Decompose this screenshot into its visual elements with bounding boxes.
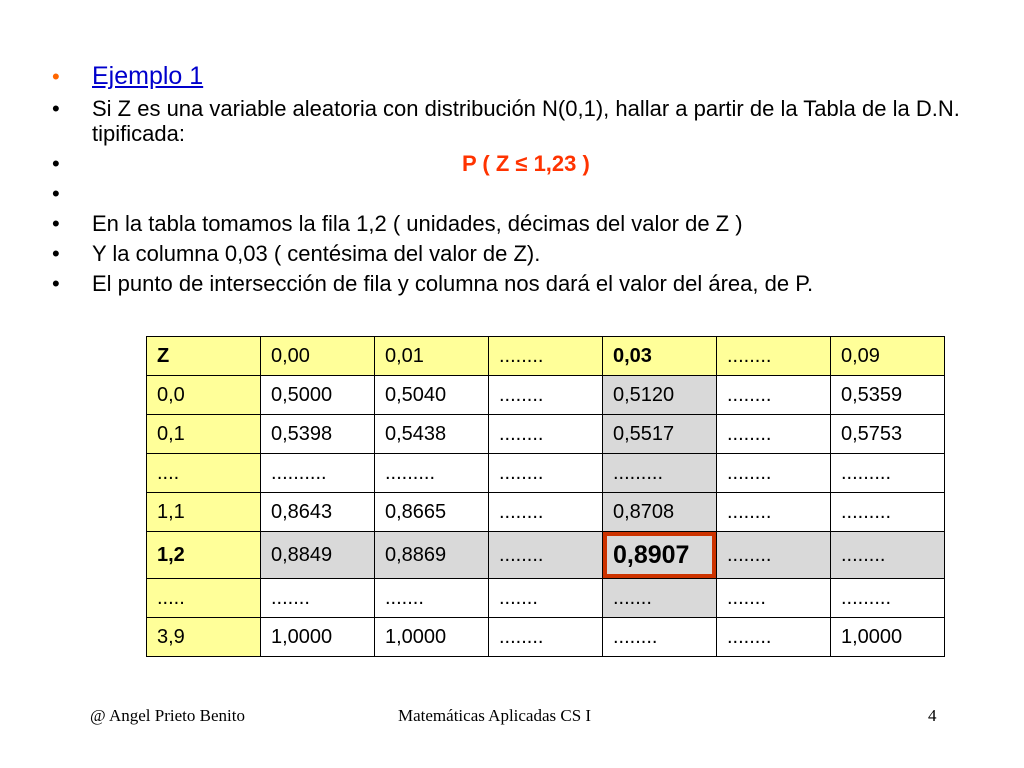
table-cell: ........ xyxy=(603,618,717,657)
header-cell: 0,01 xyxy=(375,337,489,376)
footer-page-number: 4 xyxy=(928,706,937,725)
header-cell-z: Z xyxy=(147,337,261,376)
table-cell: 0,5753 xyxy=(831,415,945,454)
bullet-dot: • xyxy=(52,181,60,206)
table-cell: ........ xyxy=(489,415,603,454)
table-cell: ........ xyxy=(717,532,831,579)
z-cell-highlight: 1,2 xyxy=(147,532,261,579)
header-cell: 0,00 xyxy=(261,337,375,376)
bullet-title xyxy=(52,62,982,91)
table-cell: ....... xyxy=(717,579,831,618)
slide-title: Ejemplo 1 xyxy=(92,62,204,90)
table-cell-highlight: 0,5517 xyxy=(603,415,717,454)
bullet-dot: • xyxy=(52,96,60,121)
table-cell: 0,8869 xyxy=(375,532,489,579)
z-cell: ..... xyxy=(147,579,261,618)
bullet-dot: • xyxy=(52,241,60,266)
table-cell: ......... xyxy=(831,454,945,493)
table-row-highlight xyxy=(147,532,945,579)
table-cell: 0,5359 xyxy=(831,376,945,415)
table-cell: ........ xyxy=(489,618,603,657)
z-cell: .... xyxy=(147,454,261,493)
bullet-4 xyxy=(52,211,982,236)
bullet-dot: • xyxy=(52,211,60,236)
bullet-dot: • xyxy=(52,64,60,89)
bullet-1 xyxy=(52,96,982,146)
probability-expression: P ( Z ≤ 1,23 ) xyxy=(462,151,590,176)
table-header-row xyxy=(147,337,945,376)
table-cell: ........ xyxy=(717,454,831,493)
table-cell: ........ xyxy=(489,532,603,579)
bullet-3 xyxy=(52,181,982,206)
table-cell: 0,8643 xyxy=(261,493,375,532)
bullet-2 xyxy=(52,151,982,176)
table-cell: 0,8665 xyxy=(375,493,489,532)
footer-course: Matemáticas Aplicadas CS I xyxy=(398,706,592,725)
z-cell: 3,9 xyxy=(147,618,261,657)
table-cell: ........ xyxy=(717,493,831,532)
table-cell: 0,5000 xyxy=(261,376,375,415)
table-row xyxy=(147,493,945,532)
table-cell: ....... xyxy=(261,579,375,618)
bullet-text: Y la columna 0,03 ( centésima del valor de Z). xyxy=(92,241,541,266)
table-cell: ........ xyxy=(717,415,831,454)
z-cell: 0,0 xyxy=(147,376,261,415)
answer-cell: 0,8907 xyxy=(603,532,717,579)
table-cell: ......... xyxy=(375,454,489,493)
table-cell: ......... xyxy=(831,579,945,618)
table-cell: ........ xyxy=(717,376,831,415)
table-row xyxy=(147,376,945,415)
table-cell: 1,0000 xyxy=(375,618,489,657)
table-cell: 1,0000 xyxy=(831,618,945,657)
table-cell: ....... xyxy=(375,579,489,618)
bullet-text: En la tabla tomamos la fila 1,2 ( unidades, décimas del valor de Z ) xyxy=(92,211,743,236)
header-cell-highlight: 0,03 xyxy=(603,337,717,376)
table-cell-highlight: 0,8708 xyxy=(603,493,717,532)
table-cell-highlight: 0,5120 xyxy=(603,376,717,415)
bullet-dot: • xyxy=(52,271,60,296)
table-cell: ....... xyxy=(489,579,603,618)
table-row xyxy=(147,454,945,493)
table-cell: ........ xyxy=(489,493,603,532)
normal-distribution-table xyxy=(146,336,945,657)
bullet-6 xyxy=(52,271,982,296)
bullet-text: Si Z es una variable aleatoria con distribución N(0,1), hallar a partir de la Tabla de la D.N. tipificada: xyxy=(92,96,960,146)
table-cell: .......... xyxy=(261,454,375,493)
slide-bullet-list xyxy=(52,62,982,301)
table-row xyxy=(147,579,945,618)
table-cell-highlight: ....... xyxy=(603,579,717,618)
footer-author: @ Angel Prieto Benito xyxy=(90,706,245,725)
table-row xyxy=(147,618,945,657)
header-cell: ........ xyxy=(717,337,831,376)
z-cell: 0,1 xyxy=(147,415,261,454)
header-cell: ........ xyxy=(489,337,603,376)
table-cell: 0,8849 xyxy=(261,532,375,579)
table-cell: ........ xyxy=(717,618,831,657)
bullet-dot: • xyxy=(52,151,60,176)
z-cell: 1,1 xyxy=(147,493,261,532)
table-cell-highlight: ......... xyxy=(603,454,717,493)
table-cell: ......... xyxy=(831,493,945,532)
table-cell: 0,5040 xyxy=(375,376,489,415)
bullet-5 xyxy=(52,241,982,266)
header-cell: 0,09 xyxy=(831,337,945,376)
table-cell: ........ xyxy=(489,376,603,415)
table-cell: 1,0000 xyxy=(261,618,375,657)
bullet-text: El punto de intersección de fila y columna nos dará el valor del área, de P. xyxy=(92,271,814,296)
table-row xyxy=(147,415,945,454)
table-cell: ........ xyxy=(831,532,945,579)
table-cell: ........ xyxy=(489,454,603,493)
table-cell: 0,5438 xyxy=(375,415,489,454)
table-cell: 0,5398 xyxy=(261,415,375,454)
